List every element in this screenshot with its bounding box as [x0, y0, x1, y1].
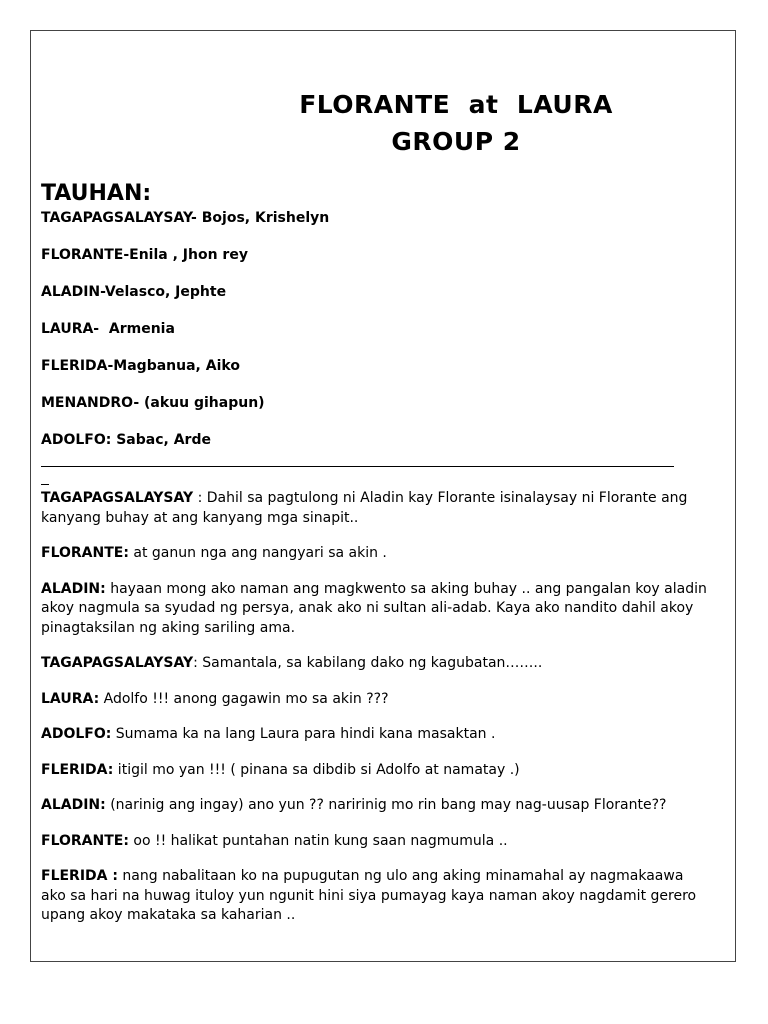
- dialogue-text: hayaan mong ako naman ang magkwento sa aking buhay .. ang pangalan koy aladin akoy nagmula sa syudad ng persya, anak ako ni sultan ali-adab. Kaya ako nandito dahil akoy pinagtaksilan ng aking sariling ama.: [41, 580, 707, 636]
- dialogue-line: [41, 867, 711, 926]
- dialogue-line: [41, 544, 711, 564]
- dialogue-line: [41, 832, 711, 852]
- dialogue-text: oo !! halikat puntahan natin kung saan nagmumula ..: [128, 832, 508, 849]
- document-title: [0, 89, 768, 121]
- dialogue-line: [41, 654, 711, 674]
- speaker-name: ALADIN:: [41, 797, 106, 813]
- dialogue-line: [41, 489, 711, 528]
- script-body: [41, 489, 711, 942]
- speaker-name: ADOLFO:: [41, 726, 112, 742]
- cast-member: ALADIN-Velasco, Jephte: [41, 284, 227, 300]
- title-laura: LAURA: [516, 90, 613, 119]
- speaker-name: TAGAPAGSALAYSAY: [41, 490, 194, 506]
- speaker-name: LAURA:: [41, 690, 100, 707]
- divider-underscore: [41, 468, 49, 485]
- speaker-name: FLORANTE:: [41, 832, 129, 849]
- speaker-name: TAGAPAGSALAYSAY: [41, 655, 194, 671]
- dialogue-line: [41, 796, 711, 816]
- cast-member: LAURA- Armenia: [41, 321, 175, 337]
- speaker-name: FLERIDA :: [41, 868, 118, 884]
- dialogue-text: : Dahil sa pagtulong ni Aladin kay Florante isinalaysay ni Florante ang kanyang buhay at ang kanyang mga sinapit..: [41, 490, 688, 526]
- dialogue-line: [41, 761, 711, 781]
- dialogue-text: at ganun nga ang nangyari sa akin .: [128, 545, 387, 561]
- dialogue-text: : Samantala, sa kabilang dako ng kagubatan……..: [193, 655, 543, 671]
- dialogue-text: Adolfo !!! anong gagawin mo sa akin ???: [99, 690, 389, 707]
- speaker-name: ALADIN:: [41, 580, 106, 597]
- title-at: at: [468, 90, 499, 119]
- dialogue-line: [41, 725, 711, 745]
- cast-heading: TAUHAN:: [41, 181, 152, 206]
- cast-member: FLORANTE-Enila , Jhon rey: [41, 247, 248, 263]
- speaker-name: FLORANTE:: [41, 545, 129, 561]
- speaker-name: FLERIDA:: [41, 761, 114, 778]
- dialogue-line: [41, 690, 711, 710]
- dialogue-text: (narinig ang ingay) ano yun ?? naririnig mo rin bang may nag-uusap Florante??: [105, 797, 667, 813]
- section-divider: [41, 466, 674, 467]
- dialogue-text: Sumama ka na lang Laura para hindi kana masaktan .: [111, 726, 496, 742]
- group-title: GROUP 2: [391, 127, 521, 156]
- cast-member: TAGAPAGSALAYSAY- Bojos, Krishelyn: [41, 210, 330, 226]
- cast-member: MENANDRO- (akuu gihapun): [41, 395, 265, 411]
- cast-member: ADOLFO: Sabac, Arde: [41, 432, 211, 448]
- cast-list: [41, 208, 329, 467]
- cast-member: FLERIDA-Magbanua, Aiko: [41, 358, 240, 374]
- dialogue-text: nang nabalitaan ko na pupugutan ng ulo ang aking minamahal ay nagmakaawa ako sa hari na huwag ituloy yun ngunit hini siya pumayag kaya naman akoy nagdamit gerero upang akoy makataka sa kaharian ..: [41, 868, 697, 923]
- title-florante: FLORANTE: [299, 90, 451, 119]
- dialogue-text: itigil mo yan !!! ( pinana sa dibdib si Adolfo at namatay .): [113, 761, 520, 778]
- dialogue-line: [41, 580, 711, 639]
